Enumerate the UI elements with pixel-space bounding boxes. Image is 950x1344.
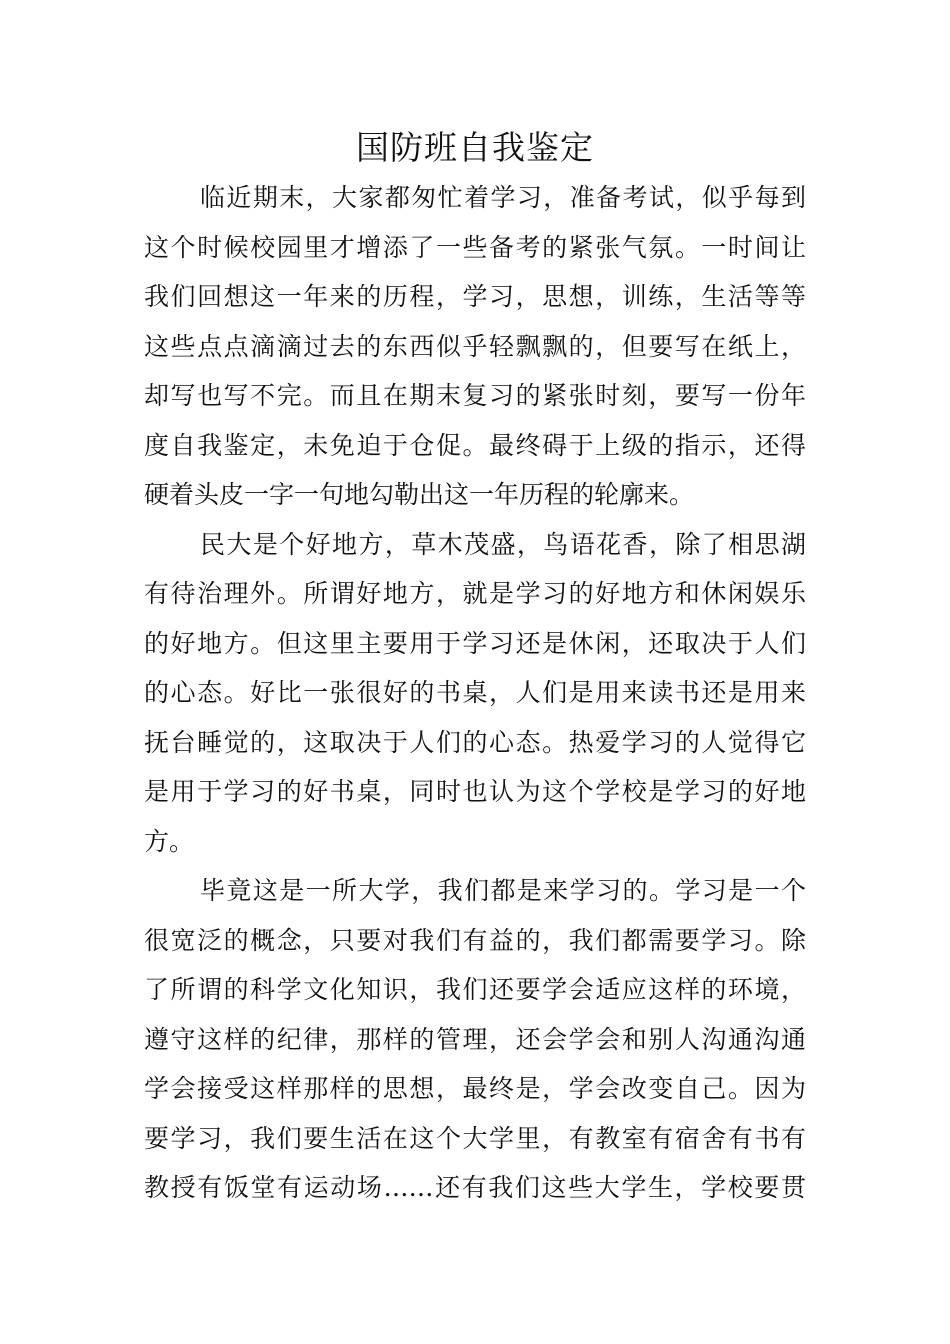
paragraph-2-line-3: 的好地方。但这里主要用于学习还是休闲，还取决于人们 — [144, 628, 806, 658]
paragraph-3-line-5: 学会接受这样那样的思想，最终是，学会改变自己。因为 — [144, 1074, 806, 1103]
paragraph-2-line-1: 民大是个好地方，草木茂盛，鸟语花香，除了相思湖 — [200, 529, 806, 559]
paragraph-3-line-6: 要学习，我们要生活在这个大学里，有教室有宿舍有书有 — [144, 1123, 806, 1153]
paragraph-3-line-1: 毕竟这是一所大学，我们都是来学习的。学习是一个 — [200, 876, 806, 905]
paragraph-1-line-6: 度自我鉴定，未免迫于仓促。最终碍于上级的指示，还得 — [144, 430, 806, 460]
paragraph-1-line-1: 临近期末，大家都匆忙着学习，准备考试，似乎每到 — [200, 183, 806, 212]
document-body — [144, 173, 806, 1213]
paragraph-2-line-4: 的心态。好比一张很好的书桌，人们是用来读书还是用来 — [144, 678, 806, 707]
paragraph-3-line-3: 了所谓的科学文化知识，我们还要学会适应这样的环境， — [144, 975, 806, 1004]
paragraph-3-line-7: 教授有饭堂有运动场……还有我们这些大学生，学校要贯 — [144, 1173, 806, 1202]
paragraph-1-line-5: 却写也写不完。而且在期末复习的紧张时刻，要写一份年 — [144, 381, 806, 410]
paragraph-2-line-7: 方。 — [144, 826, 195, 856]
paragraph-1-line-4: 这些点点滴滴过去的东西似乎轻飘飘的，但要写在纸上， — [144, 331, 806, 361]
paragraph-1-line-7: 硬着头皮一字一句地勾勒出这一年历程的轮廓来。 — [144, 480, 695, 509]
document-title: 国防班自我鉴定 — [356, 128, 594, 167]
paragraph-3-line-2: 很宽泛的概念，只要对我们有益的，我们都需要学习。除 — [144, 925, 806, 955]
paragraph-1-line-2: 这个时候校园里才增添了一些备考的紧张气氛。一时间让 — [144, 232, 806, 262]
paragraph-2-line-5: 抚台睡觉的，这取决于人们的心态。热爱学习的人觉得它 — [144, 727, 806, 757]
paragraph-2-line-2: 有待治理外。所谓好地方，就是学习的好地方和休闲娱乐 — [144, 579, 806, 608]
paragraph-2-line-6: 是用于学习的好书桌，同时也认为这个学校是学习的好地 — [144, 777, 806, 806]
paragraph-1-line-3: 我们回想这一年来的历程，学习，思想，训练，生活等等 — [144, 282, 806, 311]
paragraph-3-line-4: 遵守这样的纪律，那样的管理，还会学会和别人沟通沟通 — [144, 1024, 806, 1054]
